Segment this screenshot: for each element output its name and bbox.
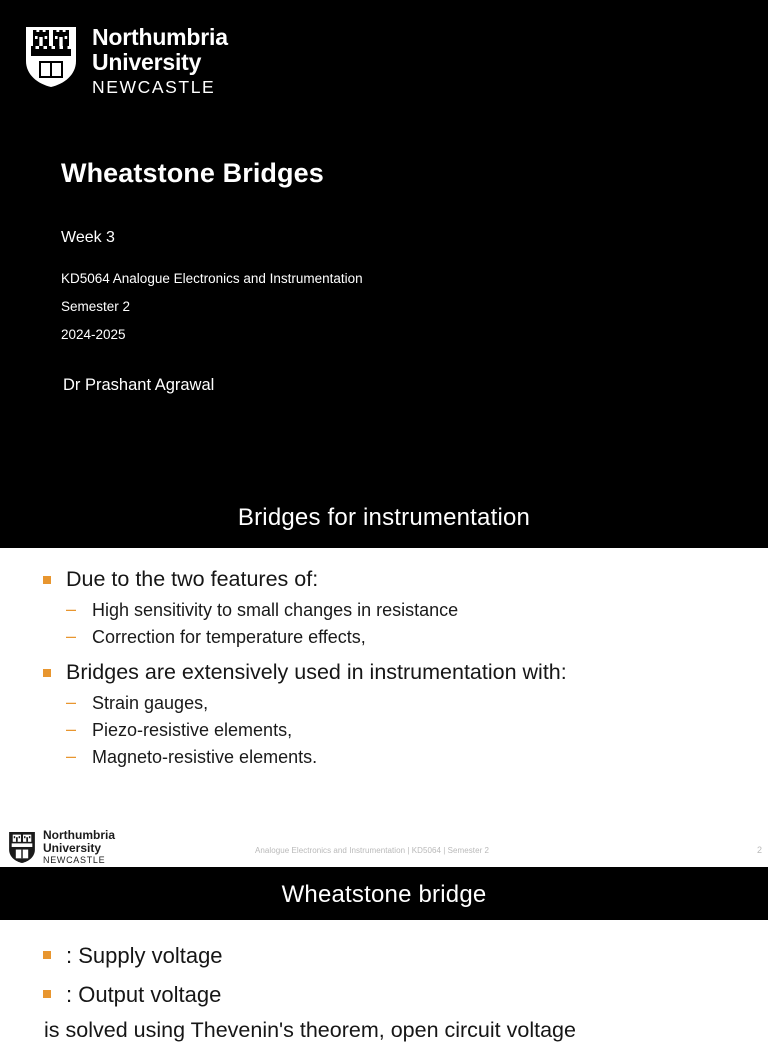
academic-year-label: 2024-2025 [61, 327, 126, 342]
logo-line-university: University [92, 49, 202, 75]
footer-module-info: Analogue Electronics and Instrumentation | KD5064 | Semester 2 [255, 846, 490, 855]
slide2-bullet-list [22, 564, 746, 772]
dash-bullet-icon: – [66, 598, 77, 619]
slide2-header-bar [0, 490, 768, 548]
bullet-text: Bridges are extensively used in instrumentation with: [66, 660, 567, 685]
bullet-text: : Supply voltage [66, 943, 223, 968]
university-shield-icon [24, 25, 78, 89]
square-bullet-icon [43, 576, 51, 584]
square-bullet-icon [43, 951, 51, 959]
square-bullet-icon [43, 990, 51, 998]
sub-bullet-item [66, 597, 746, 624]
footer-line-newcastle: NEWCASTLE [43, 855, 106, 865]
slide3-bullet-list [22, 940, 746, 1010]
semester-label: Semester 2 [61, 299, 131, 314]
module-code-name: KD5064 Analogue Electronics and Instrumentation [61, 271, 363, 286]
dash-bullet-icon: – [66, 719, 77, 740]
logo-line-newcastle: NEWCASTLE [92, 77, 216, 97]
sub-bullet-item [66, 744, 746, 771]
sub-bullet-text: Strain gauges, [92, 692, 209, 713]
bullet-item [22, 940, 746, 971]
slide2-title: Bridges for instrumentation [237, 504, 531, 531]
week-label: Week 3 [61, 229, 115, 246]
sub-bullet-item [66, 690, 746, 717]
dash-bullet-icon: – [66, 691, 77, 712]
title-slide [0, 0, 768, 490]
sub-bullet-text: Piezo-resistive elements, [92, 720, 293, 741]
logo-wordmark [92, 25, 228, 97]
slide2-body [0, 548, 768, 772]
slide3-title: Wheatstone bridge [281, 881, 487, 908]
footer-line-university: University [43, 841, 102, 855]
slide3-header-bar [0, 867, 768, 920]
dash-bullet-icon: – [66, 746, 77, 767]
open-book-icon [39, 61, 63, 78]
bullet-text: : Output voltage [66, 982, 222, 1008]
footer-logo [8, 829, 115, 865]
university-shield-icon [8, 831, 36, 864]
dash-bullet-icon: – [66, 625, 77, 646]
logo-line-northumbria: Northumbria [92, 24, 228, 50]
presentation-title: Wheatstone Bridges [61, 158, 324, 189]
slide3-body [0, 920, 768, 1043]
slide-number: 2 [756, 845, 762, 855]
footer-wordmark [43, 829, 115, 865]
slide-wheatstone-bridge [0, 867, 768, 1043]
sub-bullet-text: High sensitivity to small changes in resistance [92, 599, 459, 620]
sub-bullet-list [66, 690, 746, 772]
sub-bullet-text: Magneto-resistive elements. [92, 747, 318, 768]
bullet-text: Due to the two features of: [66, 567, 319, 591]
bullet-item [22, 657, 746, 772]
bullet-item [22, 564, 746, 651]
slide-bridges-for-instrumentation [0, 490, 768, 867]
clipped-body-line: is solved using Thevenin's theorem, open circuit voltage [44, 1018, 576, 1043]
slide2-footer [0, 827, 768, 867]
author-name: Dr Prashant Agrawal [63, 376, 215, 394]
sub-bullet-item [66, 624, 746, 651]
open-book-icon [16, 849, 28, 858]
module-details [61, 265, 363, 349]
sub-bullet-item [66, 717, 746, 744]
bullet-item [22, 979, 746, 1010]
northumbria-logo [24, 25, 228, 97]
sub-bullet-list [66, 597, 746, 652]
square-bullet-icon [43, 669, 51, 677]
footer-line-northumbria: Northumbria [43, 828, 115, 842]
sub-bullet-text: Correction for temperature effects, [92, 626, 366, 647]
